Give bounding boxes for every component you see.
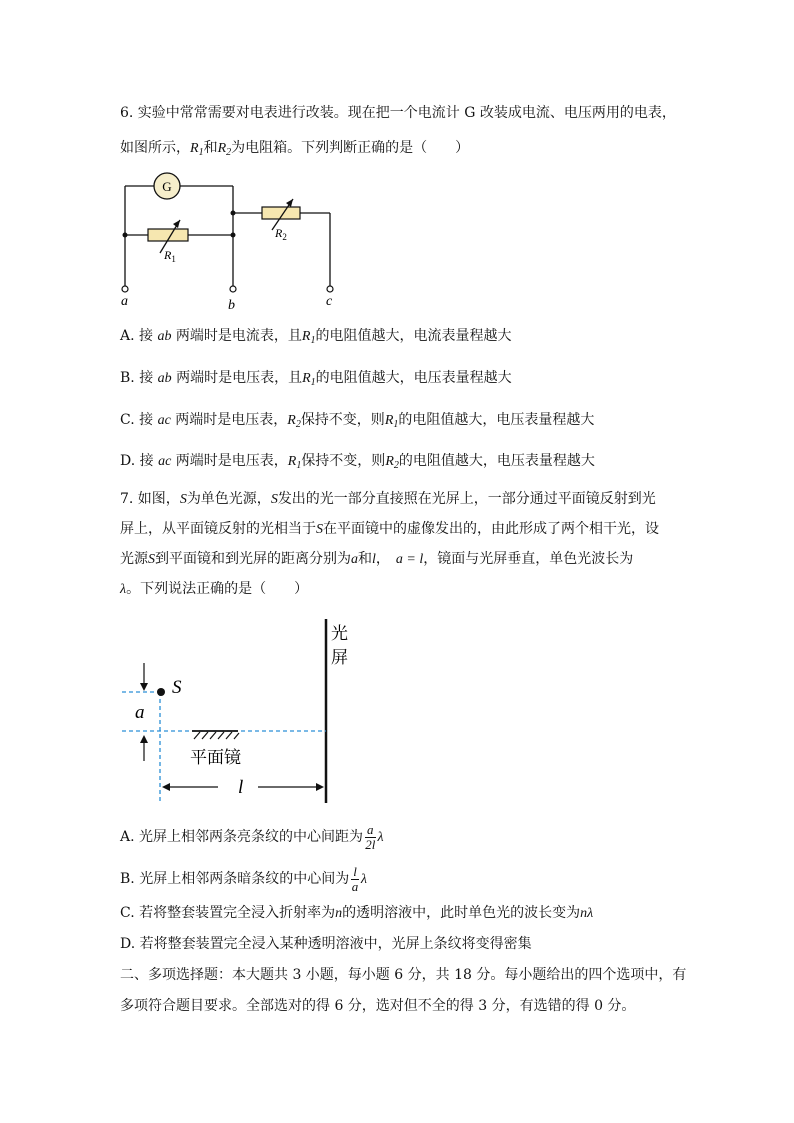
q7-stem-line2: 屏上，从平面镜反射的光相当于S在平面镜中的虚像发出的，由此形成了两个相干光，设 (120, 521, 659, 537)
q7-stem-line4: λ。下列说法正确的是（ ） (120, 581, 309, 597)
q6-stem-pre: 如图所示， (120, 140, 190, 156)
q6-r2-symbol: $R_2$ (217, 141, 232, 158)
q7-option-a: A. 光屏上相邻两条亮条纹的中心间距为 $\frac{a}{2l}$ λ (120, 821, 384, 852)
screen-label-2: 屏 (331, 648, 348, 667)
q7-stem-line3: 光源S到平面镜和到光屏的距离分别为a和l， a = l，镜面与光屏垂直，单色光波长为 (120, 551, 634, 567)
q6-circuit-diagram (110, 168, 350, 313)
q6-option-b: B. 接 ab 两端时是电压表，且$R_1$的电阻值越大，电压表量程越大 (120, 370, 512, 388)
section2-line2: 多项符合题目要求。全部选对的得 6 分，选对但不全的得 3 分，有选错的得 0 分。 (120, 998, 636, 1014)
q7-stem-line1: 7. 如图，S为单色光源，S发出的光一部分直接照在光屏上，一部分通过平面镜反射到光 (120, 491, 656, 507)
q6-stem-line2 (120, 138, 469, 163)
q6-option-a: A. 接 ab 两端时是电流表，且$R_1$的电阻值越大，电流表量程越大 (120, 328, 512, 346)
mirror-label: 平面镜 (190, 748, 241, 767)
terminal-a-label: a (121, 294, 128, 309)
q6-r1-symbol: $R_1$ (190, 141, 204, 158)
q6-option-d: D. 接 ac 两端时是电压表，$R_1$保持不变，则$R_2$的电阻值越大，电压表量程越大 (120, 453, 595, 471)
terminal-b (230, 286, 236, 292)
q7-mirror-diagram (110, 615, 370, 810)
q7-option-d: D. 若将整套装置完全浸入某种透明溶液中，光屏上条纹将变得密集 (120, 936, 532, 952)
light-source-icon (157, 688, 165, 696)
r1-label: $R_1$ (164, 248, 176, 264)
terminal-a (122, 286, 128, 292)
g-label: G (162, 179, 172, 194)
q7-option-c: C. 若将整套装置完全浸入折射率为n的透明溶液中，此时单色光的波长变为nλ (120, 905, 594, 921)
screen-label-1: 光 (331, 624, 348, 643)
terminal-c-label: c (326, 294, 333, 309)
section2-line1: 二、多项选择题：本大题共 3 小题，每小题 6 分，共 18 分。每小题给出的四个选项中，有 (120, 967, 687, 983)
q6-stem-line1: 6. 实验中常常需要对电表进行改装。现在把一个电流计 G 改装成电流、电压两用的电表， (120, 105, 676, 121)
terminal-c (327, 286, 333, 292)
s-label: S (172, 677, 182, 698)
terminal-b-label: b (228, 298, 235, 313)
q6-option-c: C. 接 ac 两端时是电压表，$R_2$保持不变，则$R_1$的电阻值越大，电压表量程越大 (120, 412, 595, 430)
a-label: a (135, 702, 145, 723)
l-label: l (238, 777, 244, 798)
q7-option-b: B. 光屏上相邻两条暗条纹的中心间为 $\frac{l}{a}$ λ (120, 863, 367, 894)
q6-and: 和 (203, 140, 218, 156)
q6-stem-post: 为电阻箱。下列判断正确的是（ ） (231, 140, 470, 156)
r2-label: $R_2$ (275, 226, 287, 242)
